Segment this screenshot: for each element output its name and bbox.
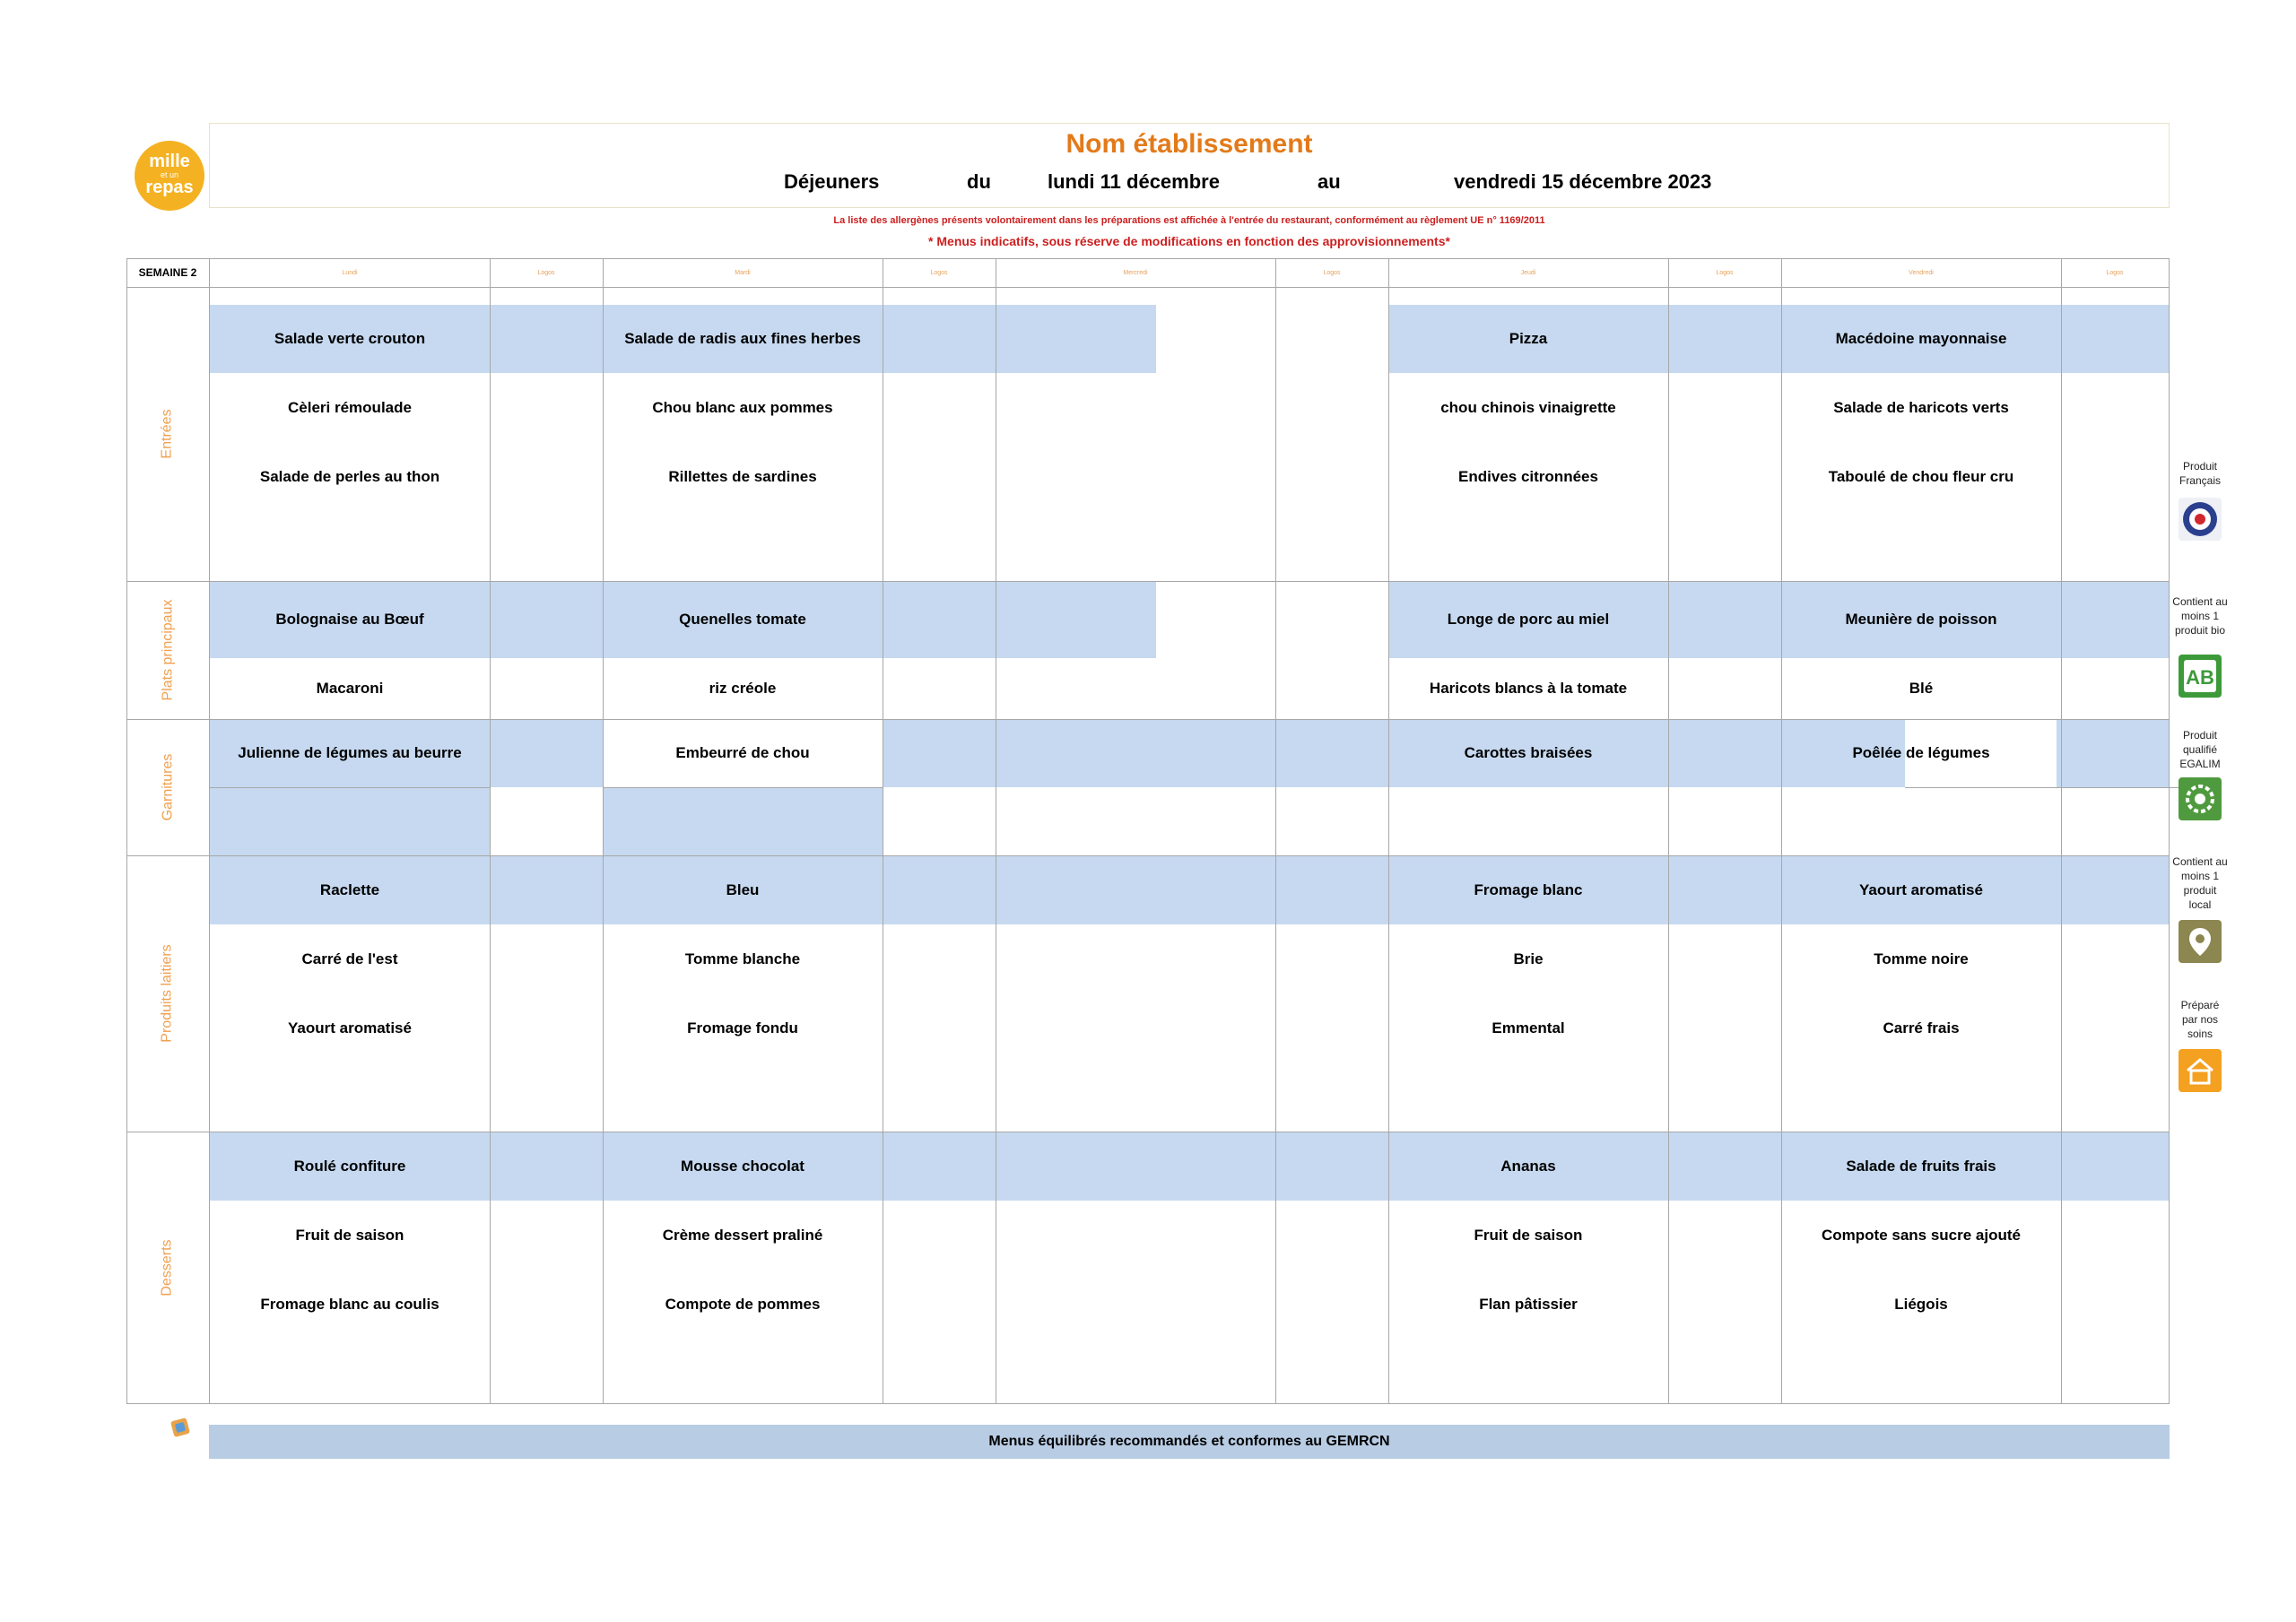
- category-garnitures: Garnitures: [159, 753, 175, 821]
- col-logos-mardi: Logos: [930, 269, 948, 276]
- vendredi-laitier-1: Yaourt aromatisé: [1859, 881, 1983, 898]
- vendredi-entree-3: Taboulé de chou fleur cru: [1828, 468, 2014, 485]
- mardi-plat-2: riz créole: [709, 680, 777, 697]
- svg-text:AB: AB: [2186, 666, 2214, 689]
- vendredi-plat-2: Blé: [1909, 680, 1934, 697]
- legend-bio: Contient au moins 1 produit bio: [2172, 595, 2228, 637]
- category-plats: Plats principaux: [160, 599, 176, 701]
- vendredi-dessert-3: Liégois: [1894, 1296, 1948, 1313]
- to-label: au: [1318, 170, 1341, 193]
- lundi-dessert-3: Fromage blanc au coulis: [260, 1296, 439, 1313]
- jeudi-laitier-2: Brie: [1513, 950, 1544, 967]
- jeudi-plat-2: Haricots blancs à la tomate: [1429, 680, 1628, 697]
- meal-label: Déjeuners: [784, 170, 880, 193]
- col-lundi: Lundi: [342, 269, 358, 276]
- mardi-laitier-1: Bleu: [726, 881, 760, 898]
- lundi-laitier-3: Yaourt aromatisé: [288, 1019, 412, 1037]
- jeudi-garniture-1: Carottes braisées: [1464, 744, 1593, 761]
- vendredi-entree-2: Salade de haricots verts: [1833, 399, 2009, 416]
- legend-produit-francais: Produit Français: [2179, 460, 2221, 487]
- house-icon: [2179, 1049, 2222, 1092]
- lundi-laitier-2: Carré de l'est: [301, 950, 398, 967]
- category-laitiers: Produits laitiers: [160, 944, 175, 1043]
- jeudi-dessert-2: Fruit de saison: [1474, 1227, 1583, 1244]
- jeudi-laitier-1: Fromage blanc: [1474, 881, 1583, 898]
- mardi-entree-2: Chou blanc aux pommes: [652, 399, 833, 416]
- mille-et-un-repas-logo: [135, 141, 204, 211]
- mardi-dessert-1: Mousse chocolat: [681, 1158, 804, 1175]
- col-logos-jeudi: Logos: [1716, 269, 1734, 276]
- vendredi-entree-1: Macédoine mayonnaise: [1835, 330, 2007, 347]
- allergens-notice: La liste des allergènes présents volontairement dans les préparations est affichée à l'entrée du restaurant, conformément au règlement UE n° 1169/2011: [833, 215, 1545, 226]
- lundi-plat-1: Bolognaise au Bœuf: [275, 611, 424, 628]
- lundi-entree-3: Salade de perles au thon: [259, 468, 440, 485]
- vendredi-garniture-1: Poêlée de légumes: [1852, 744, 1990, 761]
- jeudi-dessert-3: Flan pâtissier: [1479, 1296, 1578, 1313]
- header-box: [209, 123, 2170, 208]
- legend-local: Contient au moins 1 produit local: [2172, 855, 2228, 911]
- lundi-dessert-2: Fruit de saison: [295, 1227, 404, 1244]
- mardi-entree-1: Salade de radis aux fines herbes: [624, 330, 861, 347]
- establishment-title: Nom établissement: [1065, 129, 1313, 159]
- jeudi-dessert-1: Ananas: [1500, 1158, 1556, 1175]
- menu-table: [126, 258, 2170, 1404]
- from-label: du: [967, 170, 991, 193]
- category-entrees: Entrées: [159, 409, 175, 459]
- vendredi-laitier-2: Tomme noire: [1874, 950, 1969, 967]
- french-roundel-icon: [2179, 498, 2222, 541]
- mardi-dessert-2: Crème dessert praliné: [662, 1227, 823, 1244]
- lundi-dessert-1: Roulé confiture: [293, 1158, 406, 1175]
- location-pin-icon: [2179, 920, 2222, 963]
- lundi-garniture-1: Julienne de légumes au beurre: [238, 744, 462, 761]
- lundi-plat-2: Macaroni: [316, 680, 384, 697]
- jeudi-entree-2: chou chinois vinaigrette: [1440, 399, 1616, 416]
- logo-line-2: et un: [160, 170, 179, 179]
- gemrcn-icon: [170, 1417, 191, 1438]
- vendredi-dessert-1: Salade de fruits frais: [1846, 1158, 1996, 1175]
- jeudi-laitier-3: Emmental: [1492, 1019, 1565, 1037]
- vendredi-plat-1: Meunière de poisson: [1845, 611, 1997, 628]
- from-date: lundi 11 décembre: [1048, 170, 1220, 193]
- vendredi-laitier-3: Carré frais: [1883, 1019, 1960, 1037]
- lundi-entree-2: Cèleri rémoulade: [288, 399, 412, 416]
- col-vendredi: Vendredi: [1909, 269, 1934, 276]
- ab-bio-icon: [2179, 655, 2222, 698]
- legend-maison: Préparé par nos soins: [2180, 999, 2220, 1040]
- gemrcn-footer: Menus équilibrés recommandés et conformes au GEMRCN: [209, 1425, 2170, 1459]
- col-mardi: Mardi: [735, 269, 751, 276]
- legend-egalim: Produit qualifié EGALIM: [2179, 729, 2221, 770]
- to-date: vendredi 15 décembre 2023: [1454, 170, 1712, 193]
- mardi-plat-1: Quenelles tomate: [679, 611, 806, 628]
- jeudi-entree-1: Pizza: [1509, 330, 1548, 347]
- lundi-laitier-1: Raclette: [319, 881, 380, 898]
- logo-line-3: repas: [145, 178, 194, 197]
- week-label: SEMAINE 2: [138, 266, 197, 279]
- mardi-laitier-3: Fromage fondu: [687, 1019, 798, 1037]
- vendredi-dessert-2: Compote sans sucre ajouté: [1821, 1227, 2021, 1244]
- logo-line-1: mille: [149, 152, 190, 171]
- col-jeudi: Jeudi: [1520, 269, 1536, 276]
- lundi-entree-1: Salade verte crouton: [274, 330, 426, 347]
- col-logos-vendredi: Logos: [2106, 269, 2124, 276]
- mardi-entree-3: Rillettes de sardines: [668, 468, 817, 485]
- egalim-icon: [2179, 777, 2222, 820]
- col-mercredi: Mercredi: [1123, 269, 1148, 276]
- mardi-garniture-1: Embeurré de chou: [675, 744, 810, 761]
- indicative-notice: * Menus indicatifs, sous réserve de modifications en fonction des approvisionnements*: [928, 234, 1450, 248]
- col-logos-lundi: Logos: [537, 269, 555, 276]
- jeudi-entree-3: Endives citronnées: [1458, 468, 1598, 485]
- mardi-dessert-3: Compote de pommes: [665, 1296, 821, 1313]
- mardi-laitier-2: Tomme blanche: [684, 950, 801, 967]
- jeudi-plat-1: Longe de porc au miel: [1447, 611, 1610, 628]
- category-desserts: Desserts: [160, 1238, 175, 1297]
- col-logos-mercredi: Logos: [1323, 269, 1341, 276]
